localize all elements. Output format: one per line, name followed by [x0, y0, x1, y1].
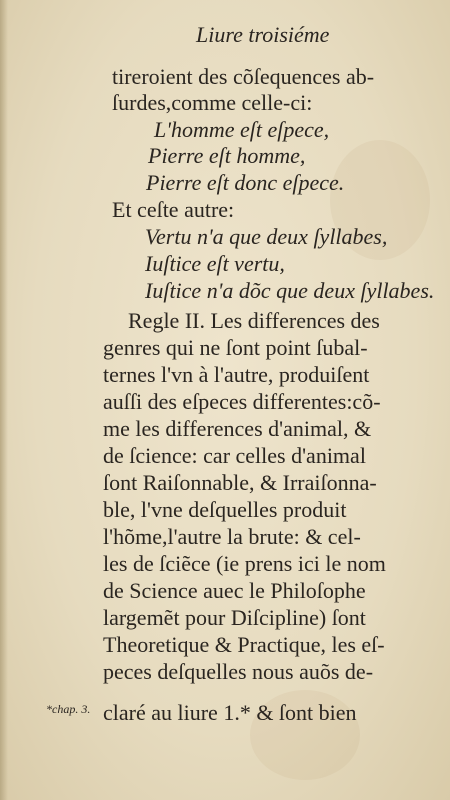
- syllogism-line: Vertu n'a que deux ſyllabes,: [145, 224, 388, 249]
- syllogism-line: Pierre eſt homme,: [148, 143, 306, 168]
- text-line: Et ceſte autre:: [112, 197, 235, 222]
- text-line: les de ſciẽce (ie prens ici le nom: [103, 551, 386, 576]
- text-line: genres qui ne ſont point ſubal-: [103, 335, 368, 360]
- text-line: largemẽt pour Diſcipline) ſont: [103, 605, 366, 630]
- text-line: me les differences d'animal, &: [103, 416, 372, 441]
- text-line: ſont Raiſonnable, & Irraiſonna-: [103, 470, 377, 495]
- running-header: Liure troisiéme: [196, 22, 330, 47]
- syllogism-line: L'homme eſt eſpece,: [154, 117, 330, 142]
- text-line: auſſi des eſpeces differentes:cõ-: [103, 389, 381, 414]
- text-line: de ſcience: car celles d'animal: [103, 443, 366, 468]
- syllogism-line: Iuſtice n'a dõc que deux ſyllabes.: [145, 278, 435, 303]
- text-line: Theoretique & Practique, les eſ-: [103, 632, 385, 657]
- text-line: ſurdes,comme celle-ci:: [112, 90, 313, 115]
- page-gutter-shadow: [0, 0, 8, 800]
- text-line: ble, l'vne deſquelles produit: [103, 497, 347, 522]
- text-line: l'hõme,l'autre la brute: & cel-: [103, 524, 361, 549]
- margin-note: *chap. 3.: [46, 702, 91, 716]
- text-line: peces deſquelles nous auõs de-: [103, 659, 374, 684]
- text-line: ternes l'vn à l'autre, produiſent: [103, 362, 370, 387]
- syllogism-line: Iuſtice eſt vertu,: [145, 251, 285, 276]
- syllogism-line: Pierre eſt donc eſpece.: [146, 170, 345, 195]
- text-line: claré au liure 1.* & ſont bien: [103, 700, 357, 725]
- text-line: de Science auec le Philoſophe: [103, 578, 366, 603]
- rule-heading-line: Regle II. Les differences des: [128, 308, 380, 333]
- text-line: tireroient des cõſequences ab-: [112, 64, 375, 89]
